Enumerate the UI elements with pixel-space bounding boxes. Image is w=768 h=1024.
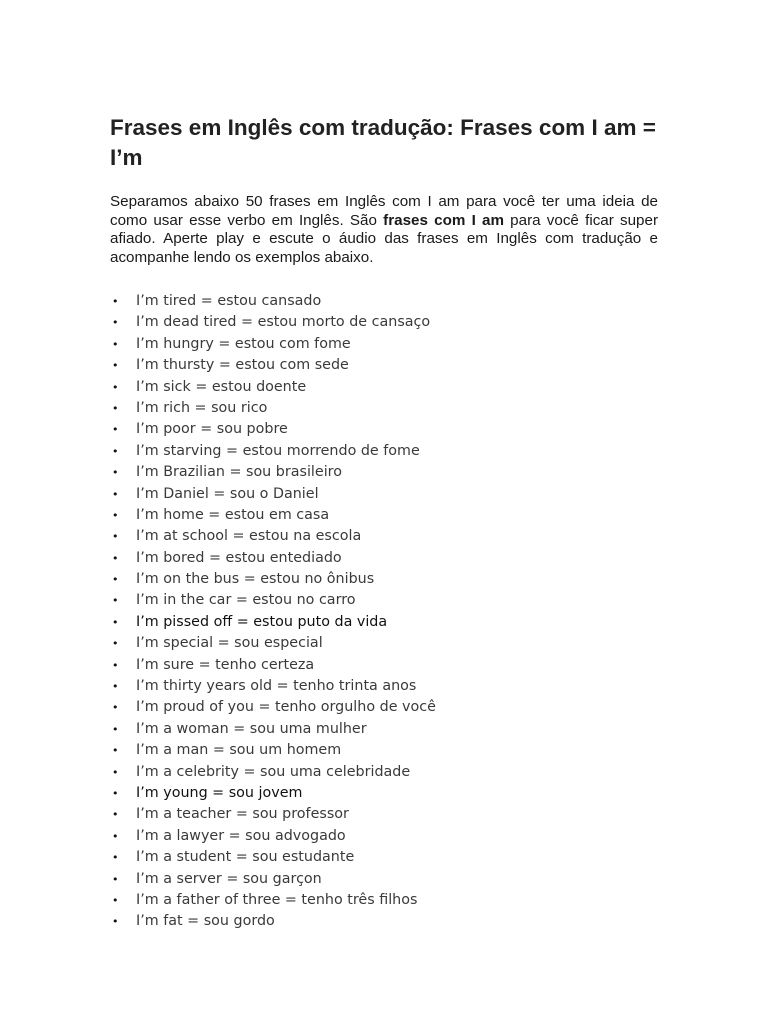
list-item xyxy=(110,569,658,590)
intro-text-start: Separamos abaixo 50 frases em Inglês com I am para você ter uma ideia de como usar esse verbo em Inglês. São xyxy=(110,193,658,229)
phrase-text: I’m thirty years old = tenho trinta anos xyxy=(136,678,417,695)
bullet-icon: • xyxy=(112,722,119,736)
phrase-text: I’m dead tired = estou morto de cansaço xyxy=(136,314,431,331)
phrase-text: I’m a server = sou garçon xyxy=(136,870,322,887)
bullet-icon: • xyxy=(112,851,119,865)
bullet-icon: • xyxy=(112,765,119,779)
phrase-text: I’m pissed off = estou puto da vida xyxy=(136,613,388,630)
phrase-text: I’m Daniel = sou o Daniel xyxy=(136,485,319,502)
phrase-list xyxy=(110,291,658,933)
bullet-icon: • xyxy=(112,295,119,308)
list-item xyxy=(110,441,658,462)
phrase-text: I’m bored = estou entediado xyxy=(136,549,342,566)
phrase-text: I’m home = estou em casa xyxy=(136,506,330,523)
list-item xyxy=(110,398,658,419)
list-item xyxy=(110,869,658,890)
list-item xyxy=(110,334,658,355)
bullet-icon: • xyxy=(112,701,119,715)
list-item xyxy=(110,804,658,825)
phrase-text: I’m thursty = estou com sede xyxy=(136,357,349,374)
phrase-text: I’m starving = estou morrendo de fome xyxy=(136,442,420,459)
bullet-icon: • xyxy=(112,530,119,544)
list-item xyxy=(110,633,658,654)
bullet-icon: • xyxy=(112,786,119,800)
bullet-icon: • xyxy=(112,508,119,522)
phrase-text: I’m a teacher = sou professor xyxy=(136,806,349,823)
list-item xyxy=(110,377,658,398)
list-item xyxy=(110,548,658,569)
bullet-icon: • xyxy=(112,466,119,480)
phrase-text: I’m at school = estou na escola xyxy=(136,528,362,545)
list-item xyxy=(110,697,658,718)
list-item xyxy=(110,890,658,911)
bullet-icon: • xyxy=(112,637,119,651)
phrase-text: I’m a woman = sou uma mulher xyxy=(136,720,367,737)
list-item xyxy=(110,291,658,312)
list-item xyxy=(110,505,658,526)
bullet-icon: • xyxy=(112,808,119,822)
bullet-icon: • xyxy=(112,893,119,907)
intro-paragraph xyxy=(110,193,658,267)
bullet-icon: • xyxy=(112,380,119,394)
bullet-icon: • xyxy=(112,551,119,565)
intro-text-end: para você ficar super afiado. Aperte play e escute o áudio das frases em Inglês com tradução e acompanhe lendo os exemplos abaixo. xyxy=(110,211,658,266)
list-item xyxy=(110,355,658,376)
bullet-icon: • xyxy=(112,401,119,415)
phrase-text: I’m Brazilian = sou brasileiro xyxy=(136,464,342,481)
bullet-icon: • xyxy=(112,359,119,373)
phrase-text: I’m fat = sou gordo xyxy=(136,913,275,930)
list-item xyxy=(110,783,658,804)
bullet-icon: • xyxy=(112,573,119,587)
list-item xyxy=(110,847,658,868)
list-item xyxy=(110,312,658,333)
list-item xyxy=(110,762,658,783)
phrase-text: I’m in the car = estou no carro xyxy=(136,592,356,609)
bullet-icon: • xyxy=(112,658,119,672)
list-item xyxy=(110,419,658,440)
phrase-text: I’m a student = sou estudante xyxy=(136,849,355,866)
phrase-text: I’m a celebrity = sou uma celebridade xyxy=(136,763,411,780)
bullet-icon: • xyxy=(112,316,119,330)
bullet-icon: • xyxy=(112,487,119,501)
phrase-text: I’m a father of three = tenho três filhos xyxy=(136,891,418,908)
bullet-icon: • xyxy=(112,337,119,351)
bullet-icon: • xyxy=(112,872,119,886)
phrase-text: I’m hungry = estou com fome xyxy=(136,335,351,352)
phrase-text: I’m sick = estou doente xyxy=(136,378,307,395)
bullet-icon: • xyxy=(112,744,119,758)
bullet-icon: • xyxy=(112,444,119,458)
list-item xyxy=(110,655,658,676)
phrase-text: I’m sure = tenho certeza xyxy=(136,656,315,673)
list-item xyxy=(110,462,658,483)
list-item xyxy=(110,526,658,547)
phrase-text: I’m proud of you = tenho orgulho de você xyxy=(136,699,436,716)
bullet-icon: • xyxy=(112,829,119,843)
phrase-text: I’m on the bus = estou no ônibus xyxy=(136,571,375,588)
phrase-text: I’m special = sou especial xyxy=(136,635,323,652)
phrase-text: I’m young = sou jovem xyxy=(136,784,303,801)
list-item xyxy=(110,676,658,697)
bullet-icon: • xyxy=(112,915,119,929)
bullet-icon: • xyxy=(112,680,119,694)
phrase-text: I’m tired = estou cansado xyxy=(136,293,322,309)
intro-bold-phrase: frases com I am xyxy=(383,211,504,229)
list-item xyxy=(110,612,658,633)
phrase-text: I’m rich = sou rico xyxy=(136,399,268,416)
bullet-icon: • xyxy=(112,615,119,629)
bullet-icon: • xyxy=(112,594,119,608)
list-item xyxy=(110,484,658,505)
list-item xyxy=(110,740,658,761)
document-title: Frases em Inglês com tradução: Frases com I am = I’m xyxy=(110,115,656,170)
list-item xyxy=(110,826,658,847)
list-item xyxy=(110,719,658,740)
list-item xyxy=(110,911,658,932)
list-item xyxy=(110,590,658,611)
phrase-text: I’m a lawyer = sou advogado xyxy=(136,827,346,844)
phrase-text: I’m poor = sou pobre xyxy=(136,421,288,438)
phrase-text: I’m a man = sou um homem xyxy=(136,742,342,759)
bullet-icon: • xyxy=(112,423,119,437)
